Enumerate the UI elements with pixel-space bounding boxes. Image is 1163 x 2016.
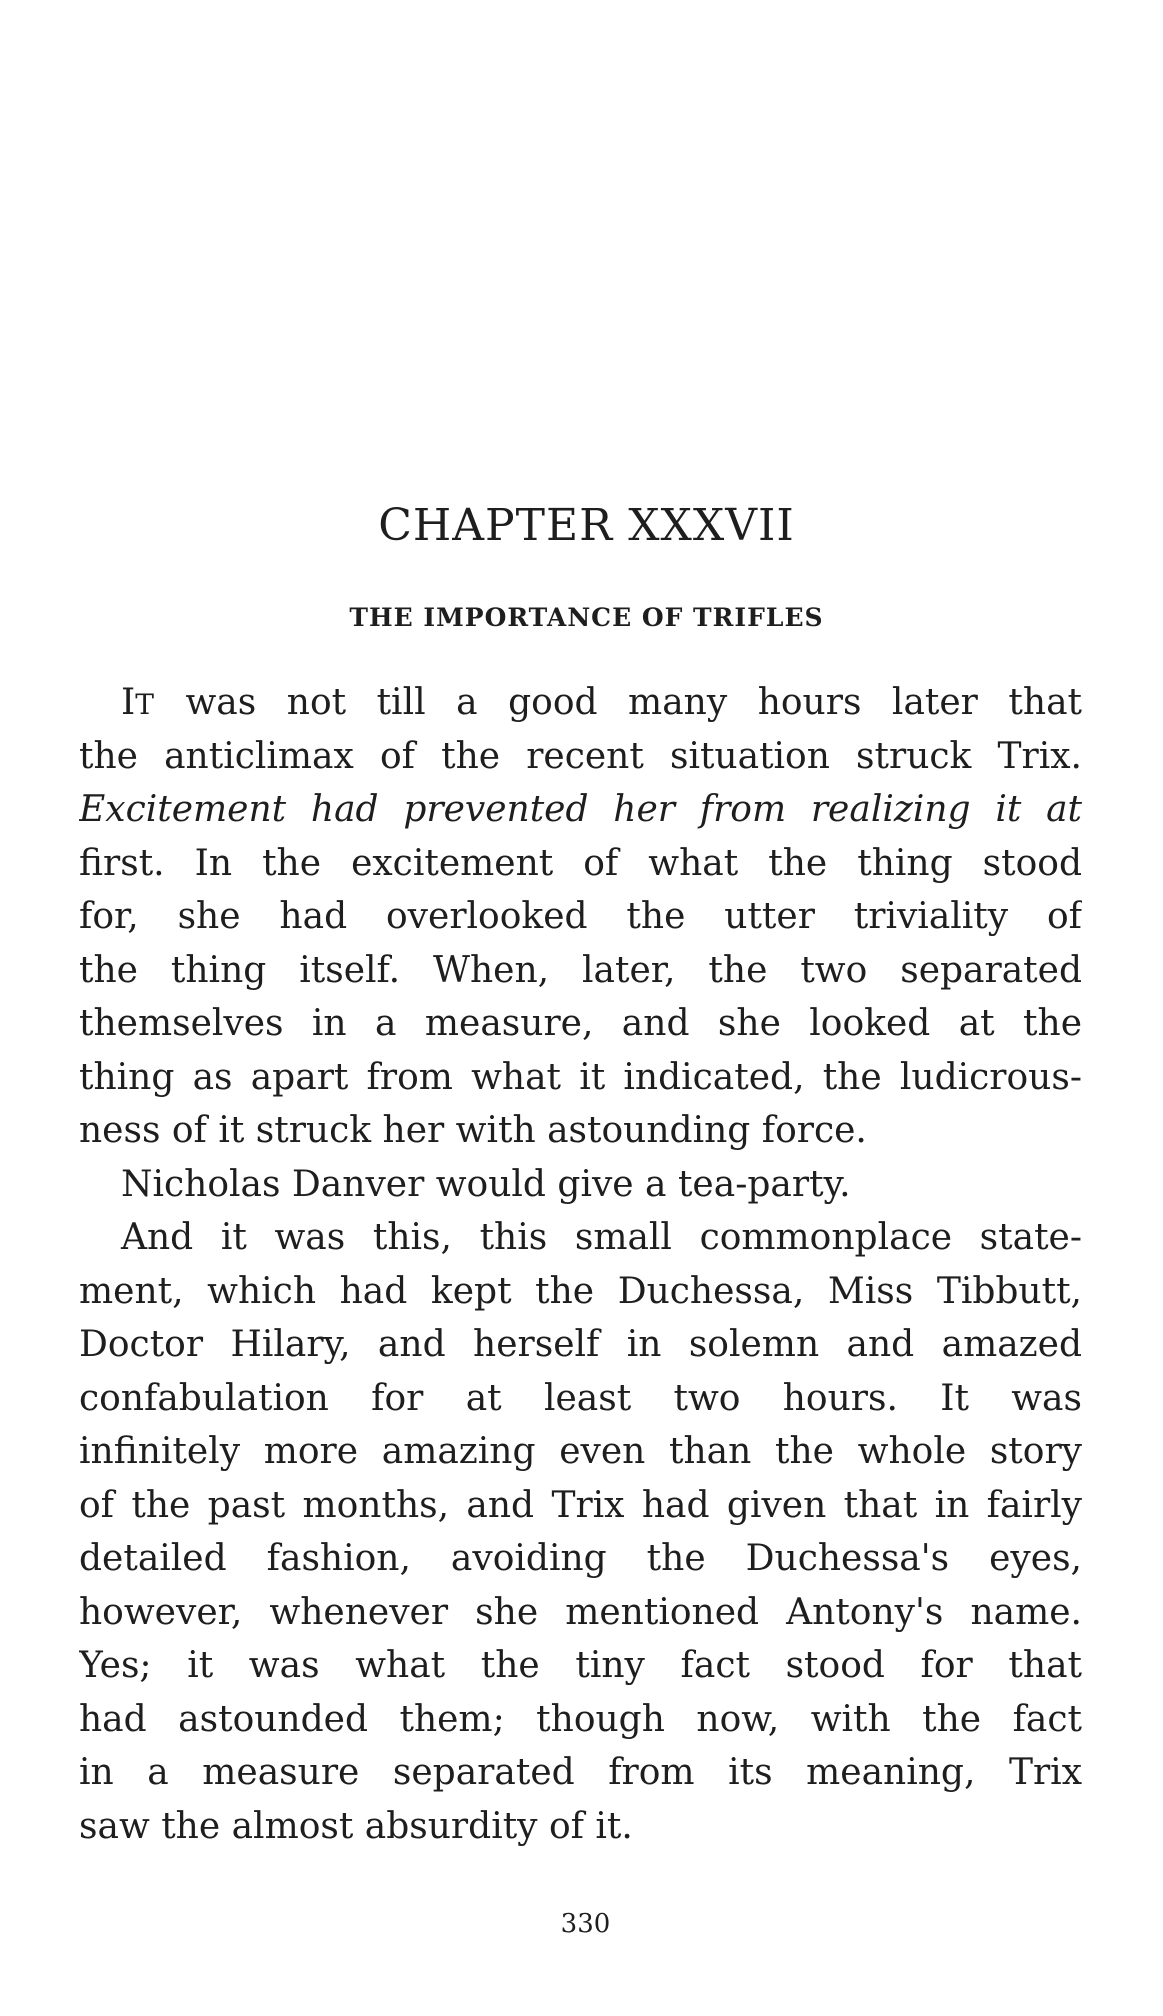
- text-line: ment, which had kept the Duchessa, Miss Tibbutt,: [79, 1270, 1082, 1312]
- text-line: Yes; it was what the tiny fact stood for that: [79, 1645, 1082, 1686]
- text-line: And it was this, this small commonplace state-: [121, 1217, 1082, 1258]
- text-line: [79, 783, 1082, 837]
- text-line: of the past months, and Trix had given that in fairly: [79, 1484, 1082, 1526]
- text-line: ness of it struck her with astounding force.: [79, 1110, 867, 1151]
- italic-phrase: Excitement had prevented her from realizing it at: [79, 789, 1082, 830]
- body-text: [79, 676, 1082, 1853]
- text-line: Nicholas Danver would give a tea-party.: [121, 1163, 851, 1205]
- page-number: 330: [560, 1909, 611, 1939]
- small-caps-opening: IT was not till a good many hours later that: [121, 682, 1082, 723]
- text-line: Doctor Hilary, and herself in solemn and amazed: [79, 1324, 1082, 1365]
- text-line: however, whenever she mentioned Antony's name.: [79, 1591, 1082, 1633]
- text-line: thing as apart from what it indicated, the ludicrous-: [79, 1056, 1082, 1098]
- chapter-title: CHAPTER XXXVII: [378, 500, 795, 551]
- text-line: themselves in a measure, and she looked at the: [79, 1003, 1082, 1044]
- text-line: had astounded them; though now, with the fact: [79, 1698, 1082, 1740]
- text-line: saw the almost absurdity of it.: [79, 1805, 633, 1847]
- text-line: [79, 676, 1082, 730]
- text-line: the anticlimax of the recent situation struck Trix.: [79, 735, 1082, 777]
- text-line: confabulation for at least two hours. It was: [79, 1377, 1082, 1419]
- text-line: for, she had overlooked the utter triviality of: [79, 896, 1082, 937]
- text-line: infinitely more amazing even than the whole story: [79, 1431, 1082, 1472]
- text-line: the thing itself. When, later, the two separated: [79, 949, 1082, 991]
- text-line: detailed fashion, avoiding the Duchessa's eyes,: [79, 1538, 1082, 1579]
- text-line: first. In the excitement of what the thing stood: [79, 842, 1082, 884]
- text-line: in a measure separated from its meaning, Trix: [79, 1752, 1082, 1793]
- chapter-subtitle: THE IMPORTANCE OF TRIFLES: [349, 603, 824, 632]
